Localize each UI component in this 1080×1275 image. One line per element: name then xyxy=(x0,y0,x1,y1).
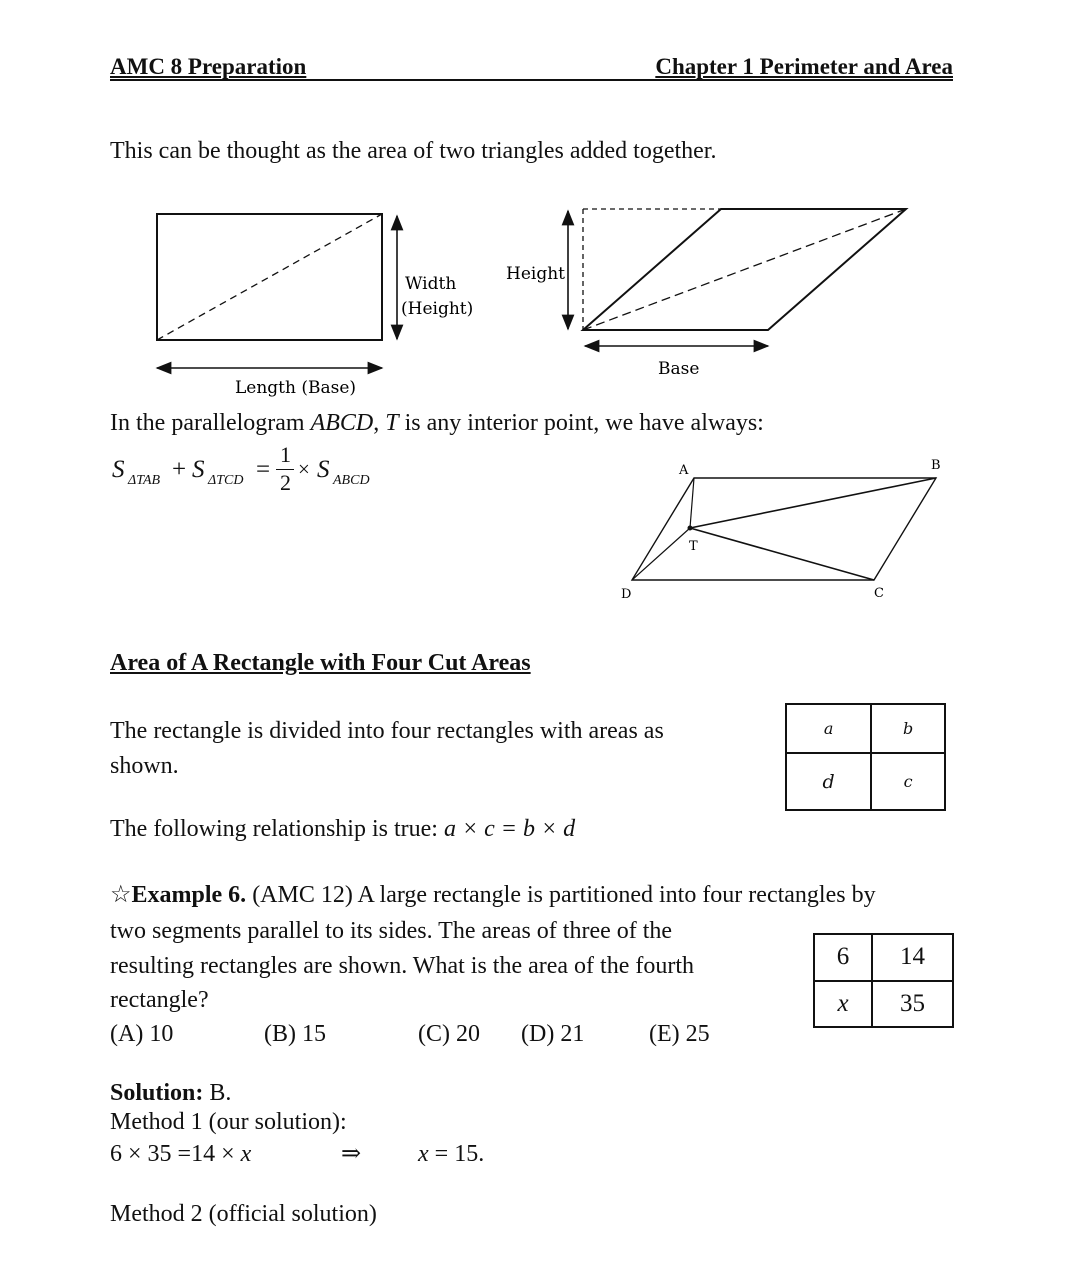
parallelogram-diagonal xyxy=(583,209,906,330)
abcd-shape xyxy=(632,478,936,580)
example-line2: two segments parallel to its sides. The areas of three of the xyxy=(110,918,673,944)
header-left: AMC 8 Preparation xyxy=(110,54,307,79)
area-formula: S ΔTAB + S ΔTCD = 1 2 × S ABCD xyxy=(112,442,370,495)
length-label: Length (Base) xyxy=(235,378,357,398)
relationship-formula: a × c = b × d xyxy=(443,816,576,842)
method1-label: Method 1 (our solution): xyxy=(110,1109,347,1135)
point-t xyxy=(688,526,693,531)
example-cell-x: x xyxy=(814,981,872,1028)
choice-b: (B) 15 xyxy=(264,1021,326,1047)
method2-label: Method 2 (official solution) xyxy=(110,1201,377,1227)
point-t-label: T xyxy=(689,539,698,554)
vertex-b-label: B xyxy=(931,458,941,473)
vertex-a-label: A xyxy=(679,463,689,478)
star-icon: ☆ xyxy=(110,882,132,908)
abcd-area-grid xyxy=(785,703,946,811)
implies-arrow: ⇒ xyxy=(341,1141,362,1167)
method1-equation: 6 × 35 =14 × x xyxy=(110,1141,252,1167)
header-rule xyxy=(110,79,953,81)
height-paren-label: (Height) xyxy=(401,299,474,319)
example-line3: resulting rectangles are shown. What is the area of the fourth xyxy=(110,953,695,979)
section-title: Area of A Rectangle with Four Cut Areas xyxy=(110,650,531,676)
choice-d: (D) 21 xyxy=(521,1021,585,1047)
example-cell-14: 14 xyxy=(872,934,953,981)
height-label: Height xyxy=(506,264,565,284)
grid-cell-c: c xyxy=(871,753,945,810)
rectangle-diagonal xyxy=(157,214,382,340)
method1-result: x = 15. xyxy=(418,1141,485,1167)
relationship-line: The following relationship is true: a × c = b × d xyxy=(110,816,576,842)
example-line1: ☆Example 6. (AMC 12) A large rectangle is partitioned into four rectangles by xyxy=(110,882,876,908)
example-area-grid xyxy=(813,933,954,1028)
choice-c: (C) 20 xyxy=(418,1021,480,1047)
rectangle-figure xyxy=(140,200,500,400)
parallelogram-figure xyxy=(500,200,920,390)
choice-e: (E) 25 xyxy=(649,1021,710,1047)
example-line4: rectangle? xyxy=(110,987,209,1013)
vertex-d-label: D xyxy=(621,587,632,602)
solution-line: Solution: B. xyxy=(110,1080,232,1106)
header-right: Chapter 1 Perimeter and Area xyxy=(655,54,953,79)
width-label: Width xyxy=(405,274,457,294)
choice-a: (A) 10 xyxy=(110,1021,174,1047)
vertex-c-label: C xyxy=(874,586,884,601)
example-cell-35: 35 xyxy=(872,981,953,1028)
grid-cell-a: a xyxy=(786,704,871,753)
parallelogram-statement: In the parallelogram ABCD, T is any interior point, we have always: xyxy=(110,410,764,436)
section-desc-line2: shown. xyxy=(110,753,179,779)
grid-cell-d: d xyxy=(786,753,871,810)
abcd-figure xyxy=(610,455,950,605)
example-cell-6: 6 xyxy=(814,934,872,981)
section-desc-line1: The rectangle is divided into four rectangles with areas as xyxy=(110,718,664,744)
grid-cell-b: b xyxy=(871,704,945,753)
intro-text: This can be thought as the area of two triangles added together. xyxy=(110,138,717,164)
base-label: Base xyxy=(658,359,700,379)
